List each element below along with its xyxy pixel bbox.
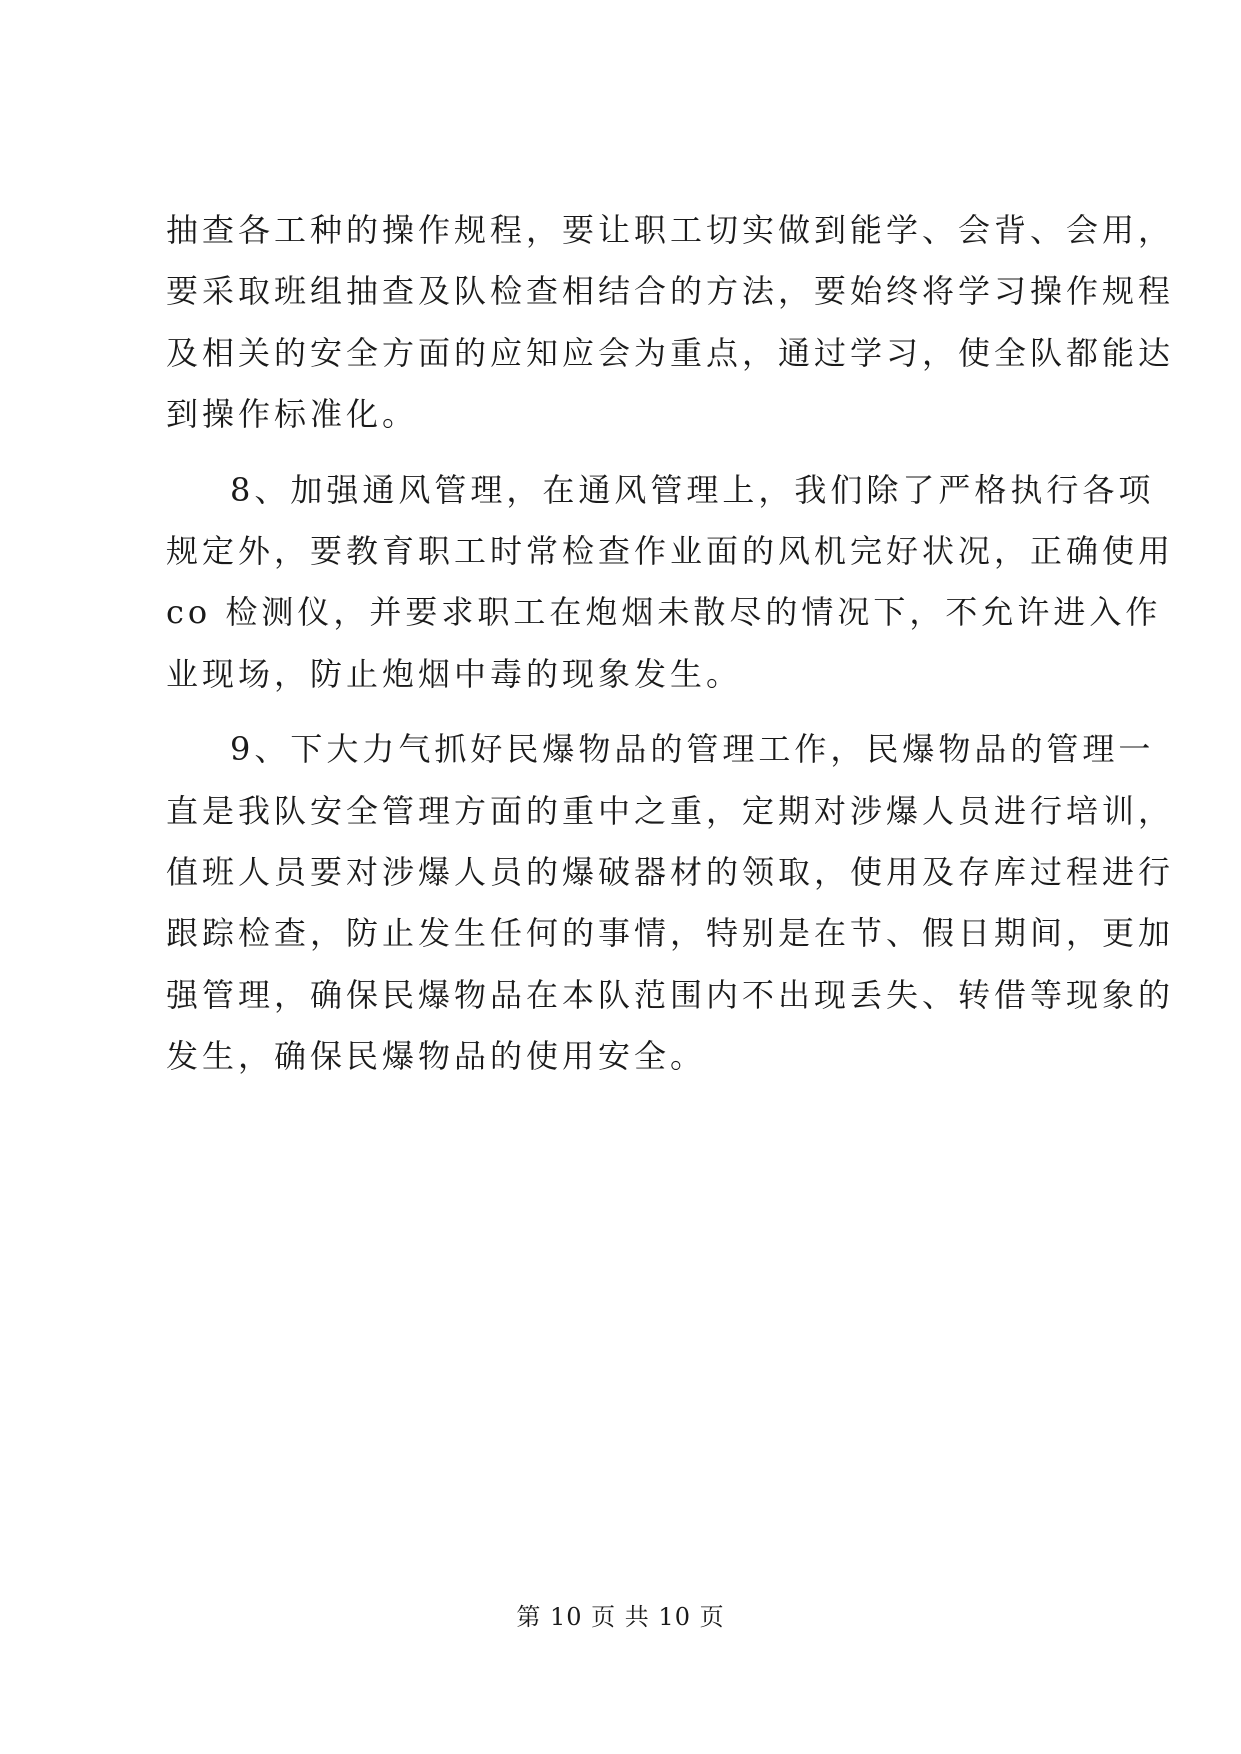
text-line: co 检测仪，并要求职工在炮烟未散尽的情况下，不允许进入作 bbox=[166, 593, 1162, 632]
page-footer bbox=[0, 1597, 1241, 1632]
text-line: 到操作标准化。 bbox=[166, 395, 419, 434]
document-body bbox=[166, 200, 1175, 1087]
text-line: 值班人员要对涉爆人员的爆破器材的领取，使用及存库过程进行 bbox=[166, 852, 1175, 891]
text-line: 跟踪检查，防止发生任何的事情，特别是在节、假日期间，更加 bbox=[166, 914, 1175, 953]
text-line: 发生，确保民爆物品的使用安全。 bbox=[166, 1037, 707, 1076]
text-line: 9、下大力气抓好民爆物品的管理工作，民爆物品的管理一 bbox=[230, 730, 1155, 769]
page-number: 第 10 页 共 10 页 bbox=[516, 1603, 725, 1631]
text-line: 8、加强通风管理，在通风管理上，我们除了严格执行各项 bbox=[230, 470, 1155, 509]
paragraph-1 bbox=[166, 200, 1175, 446]
text-line: 及相关的安全方面的应知应会为重点，通过学习，使全队都能达 bbox=[166, 333, 1175, 372]
text-line: 业现场，防止炮烟中毒的现象发生。 bbox=[166, 654, 743, 693]
text-line: 强管理，确保民爆物品在本队范围内不出现丢失、转借等现象的 bbox=[166, 975, 1175, 1014]
text-line: 抽查各工种的操作规程，要让职工切实做到能学、会背、会用， bbox=[166, 211, 1175, 249]
text-line: 要采取班组抽查及队检查相结合的方法，要始终将学习操作规程 bbox=[166, 272, 1175, 311]
paragraph-8-ventilation bbox=[166, 460, 1175, 706]
text-line: 规定外，要教育职工时常检查作业面的风机完好状况，正确使用 bbox=[166, 531, 1175, 570]
text-line: 直是我队安全管理方面的重中之重，定期对涉爆人员进行培训， bbox=[166, 791, 1175, 830]
paragraph-9-explosives bbox=[166, 719, 1175, 1087]
